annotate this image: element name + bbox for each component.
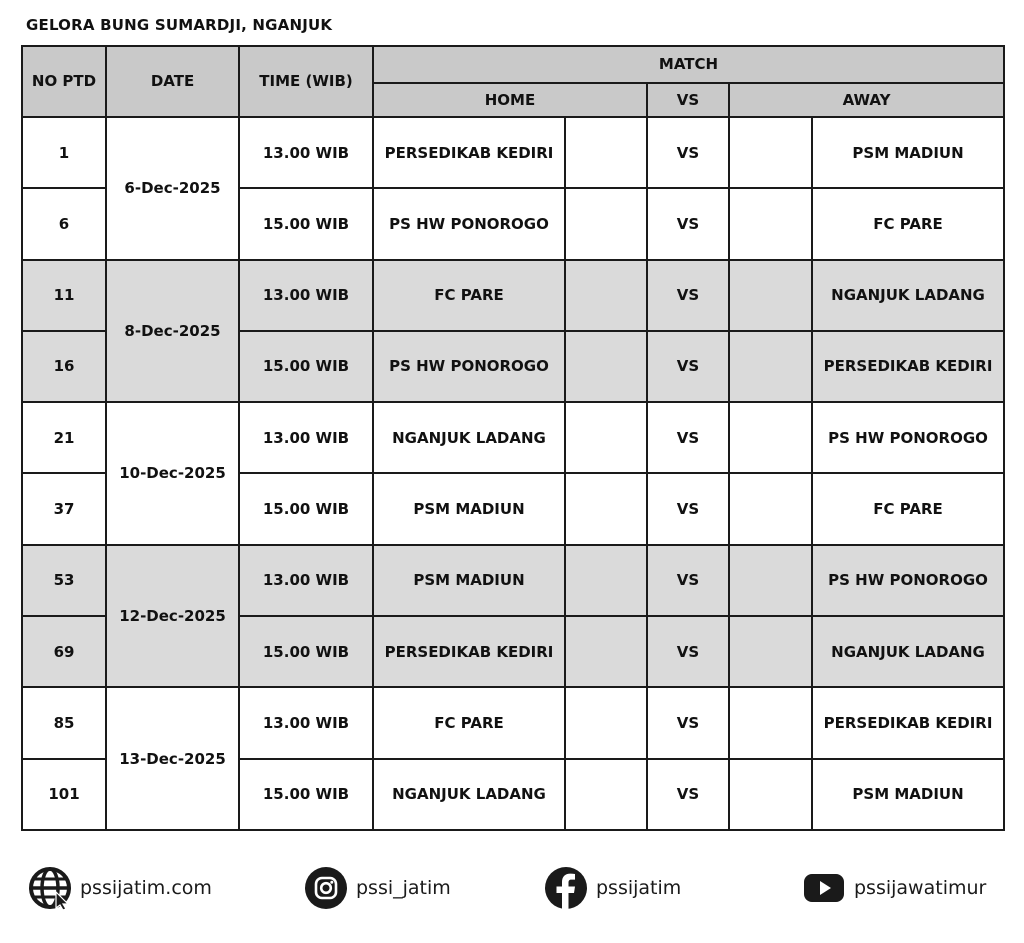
home-team: PSM MADIUN (373, 473, 565, 544)
away-team: NGANJUK LADANG (812, 616, 1004, 687)
match-time: 13.00 WIB (239, 545, 373, 616)
match-date: 8-Dec-2025 (106, 260, 239, 403)
away-score-cell (729, 616, 812, 687)
away-score-cell (729, 117, 812, 188)
social-footer (0, 862, 1024, 912)
instagram-label: pssi_jatim (356, 877, 451, 899)
youtube-label: pssijawatimur (854, 877, 987, 899)
match-number: 16 (22, 331, 106, 402)
home-score-cell (565, 331, 647, 402)
match-number: 69 (22, 616, 106, 687)
home-team: FC PARE (373, 260, 565, 331)
away-team: PERSEDIKAB KEDIRI (812, 331, 1004, 402)
away-score-cell (729, 331, 812, 402)
vs-label: VS (647, 473, 729, 544)
match-time: 15.00 WIB (239, 759, 373, 830)
table-row (22, 402, 1004, 473)
match-schedule-table (21, 45, 1005, 831)
home-score-cell (565, 616, 647, 687)
home-score-cell (565, 188, 647, 259)
away-score-cell (729, 402, 812, 473)
away-team: PSM MADIUN (812, 117, 1004, 188)
home-score-cell (565, 402, 647, 473)
home-team: FC PARE (373, 687, 565, 758)
vs-label: VS (647, 759, 729, 830)
home-team: PERSEDIKAB KEDIRI (373, 117, 565, 188)
youtube-icon (802, 866, 846, 910)
facebook-link[interactable] (544, 866, 681, 910)
match-number: 11 (22, 260, 106, 331)
header-away: AWAY (729, 83, 1004, 117)
home-score-cell (565, 545, 647, 616)
vs-label: VS (647, 687, 729, 758)
away-score-cell (729, 759, 812, 830)
away-team: FC PARE (812, 473, 1004, 544)
away-team: PERSEDIKAB KEDIRI (812, 687, 1004, 758)
table-row (22, 545, 1004, 616)
away-score-cell (729, 545, 812, 616)
match-date: 12-Dec-2025 (106, 545, 239, 688)
home-team: NGANJUK LADANG (373, 402, 565, 473)
away-score-cell (729, 188, 812, 259)
away-team: NGANJUK LADANG (812, 260, 1004, 331)
match-date: 13-Dec-2025 (106, 687, 239, 830)
facebook-icon (544, 866, 588, 910)
match-time: 13.00 WIB (239, 260, 373, 331)
match-number: 85 (22, 687, 106, 758)
home-score-cell (565, 473, 647, 544)
table-row (22, 260, 1004, 331)
vs-label: VS (647, 188, 729, 259)
home-score-cell (565, 687, 647, 758)
globe-icon (28, 866, 72, 910)
instagram-icon (304, 866, 348, 910)
home-score-cell (565, 117, 647, 188)
away-team: PS HW PONOROGO (812, 545, 1004, 616)
home-team: PERSEDIKAB KEDIRI (373, 616, 565, 687)
match-time: 15.00 WIB (239, 188, 373, 259)
match-number: 1 (22, 117, 106, 188)
venue-title: GELORA BUNG SUMARDJI, NGANJUK (26, 16, 333, 34)
match-time: 15.00 WIB (239, 331, 373, 402)
home-team: PS HW PONOROGO (373, 188, 565, 259)
home-team: PS HW PONOROGO (373, 331, 565, 402)
table-row (22, 117, 1004, 188)
away-team: PS HW PONOROGO (812, 402, 1004, 473)
header-no-ptd: NO PTD (22, 46, 106, 117)
vs-label: VS (647, 117, 729, 188)
match-date: 6-Dec-2025 (106, 117, 239, 260)
away-team: FC PARE (812, 188, 1004, 259)
match-number: 21 (22, 402, 106, 473)
vs-label: VS (647, 616, 729, 687)
away-score-cell (729, 687, 812, 758)
away-score-cell (729, 260, 812, 331)
match-date: 10-Dec-2025 (106, 402, 239, 545)
youtube-link[interactable] (802, 866, 986, 910)
match-number: 6 (22, 188, 106, 259)
header-date: DATE (106, 46, 239, 117)
match-number: 101 (22, 759, 106, 830)
vs-label: VS (647, 260, 729, 331)
match-time: 13.00 WIB (239, 687, 373, 758)
match-time: 13.00 WIB (239, 117, 373, 188)
vs-label: VS (647, 545, 729, 616)
home-score-cell (565, 260, 647, 331)
match-time: 15.00 WIB (239, 616, 373, 687)
home-score-cell (565, 759, 647, 830)
match-number: 53 (22, 545, 106, 616)
table-row (22, 687, 1004, 758)
vs-label: VS (647, 331, 729, 402)
match-time: 15.00 WIB (239, 473, 373, 544)
home-team: NGANJUK LADANG (373, 759, 565, 830)
header-home: HOME (373, 83, 647, 117)
header-time: TIME (WIB) (239, 46, 373, 117)
website-label: pssijatim.com (80, 877, 212, 899)
header-vs: VS (647, 83, 729, 117)
facebook-label: pssijatim (596, 877, 682, 899)
vs-label: VS (647, 402, 729, 473)
instagram-link[interactable] (304, 866, 451, 910)
match-time: 13.00 WIB (239, 402, 373, 473)
home-team: PSM MADIUN (373, 545, 565, 616)
away-team: PSM MADIUN (812, 759, 1004, 830)
header-match: MATCH (373, 46, 1004, 83)
website-link[interactable] (28, 866, 212, 910)
away-score-cell (729, 473, 812, 544)
match-number: 37 (22, 473, 106, 544)
